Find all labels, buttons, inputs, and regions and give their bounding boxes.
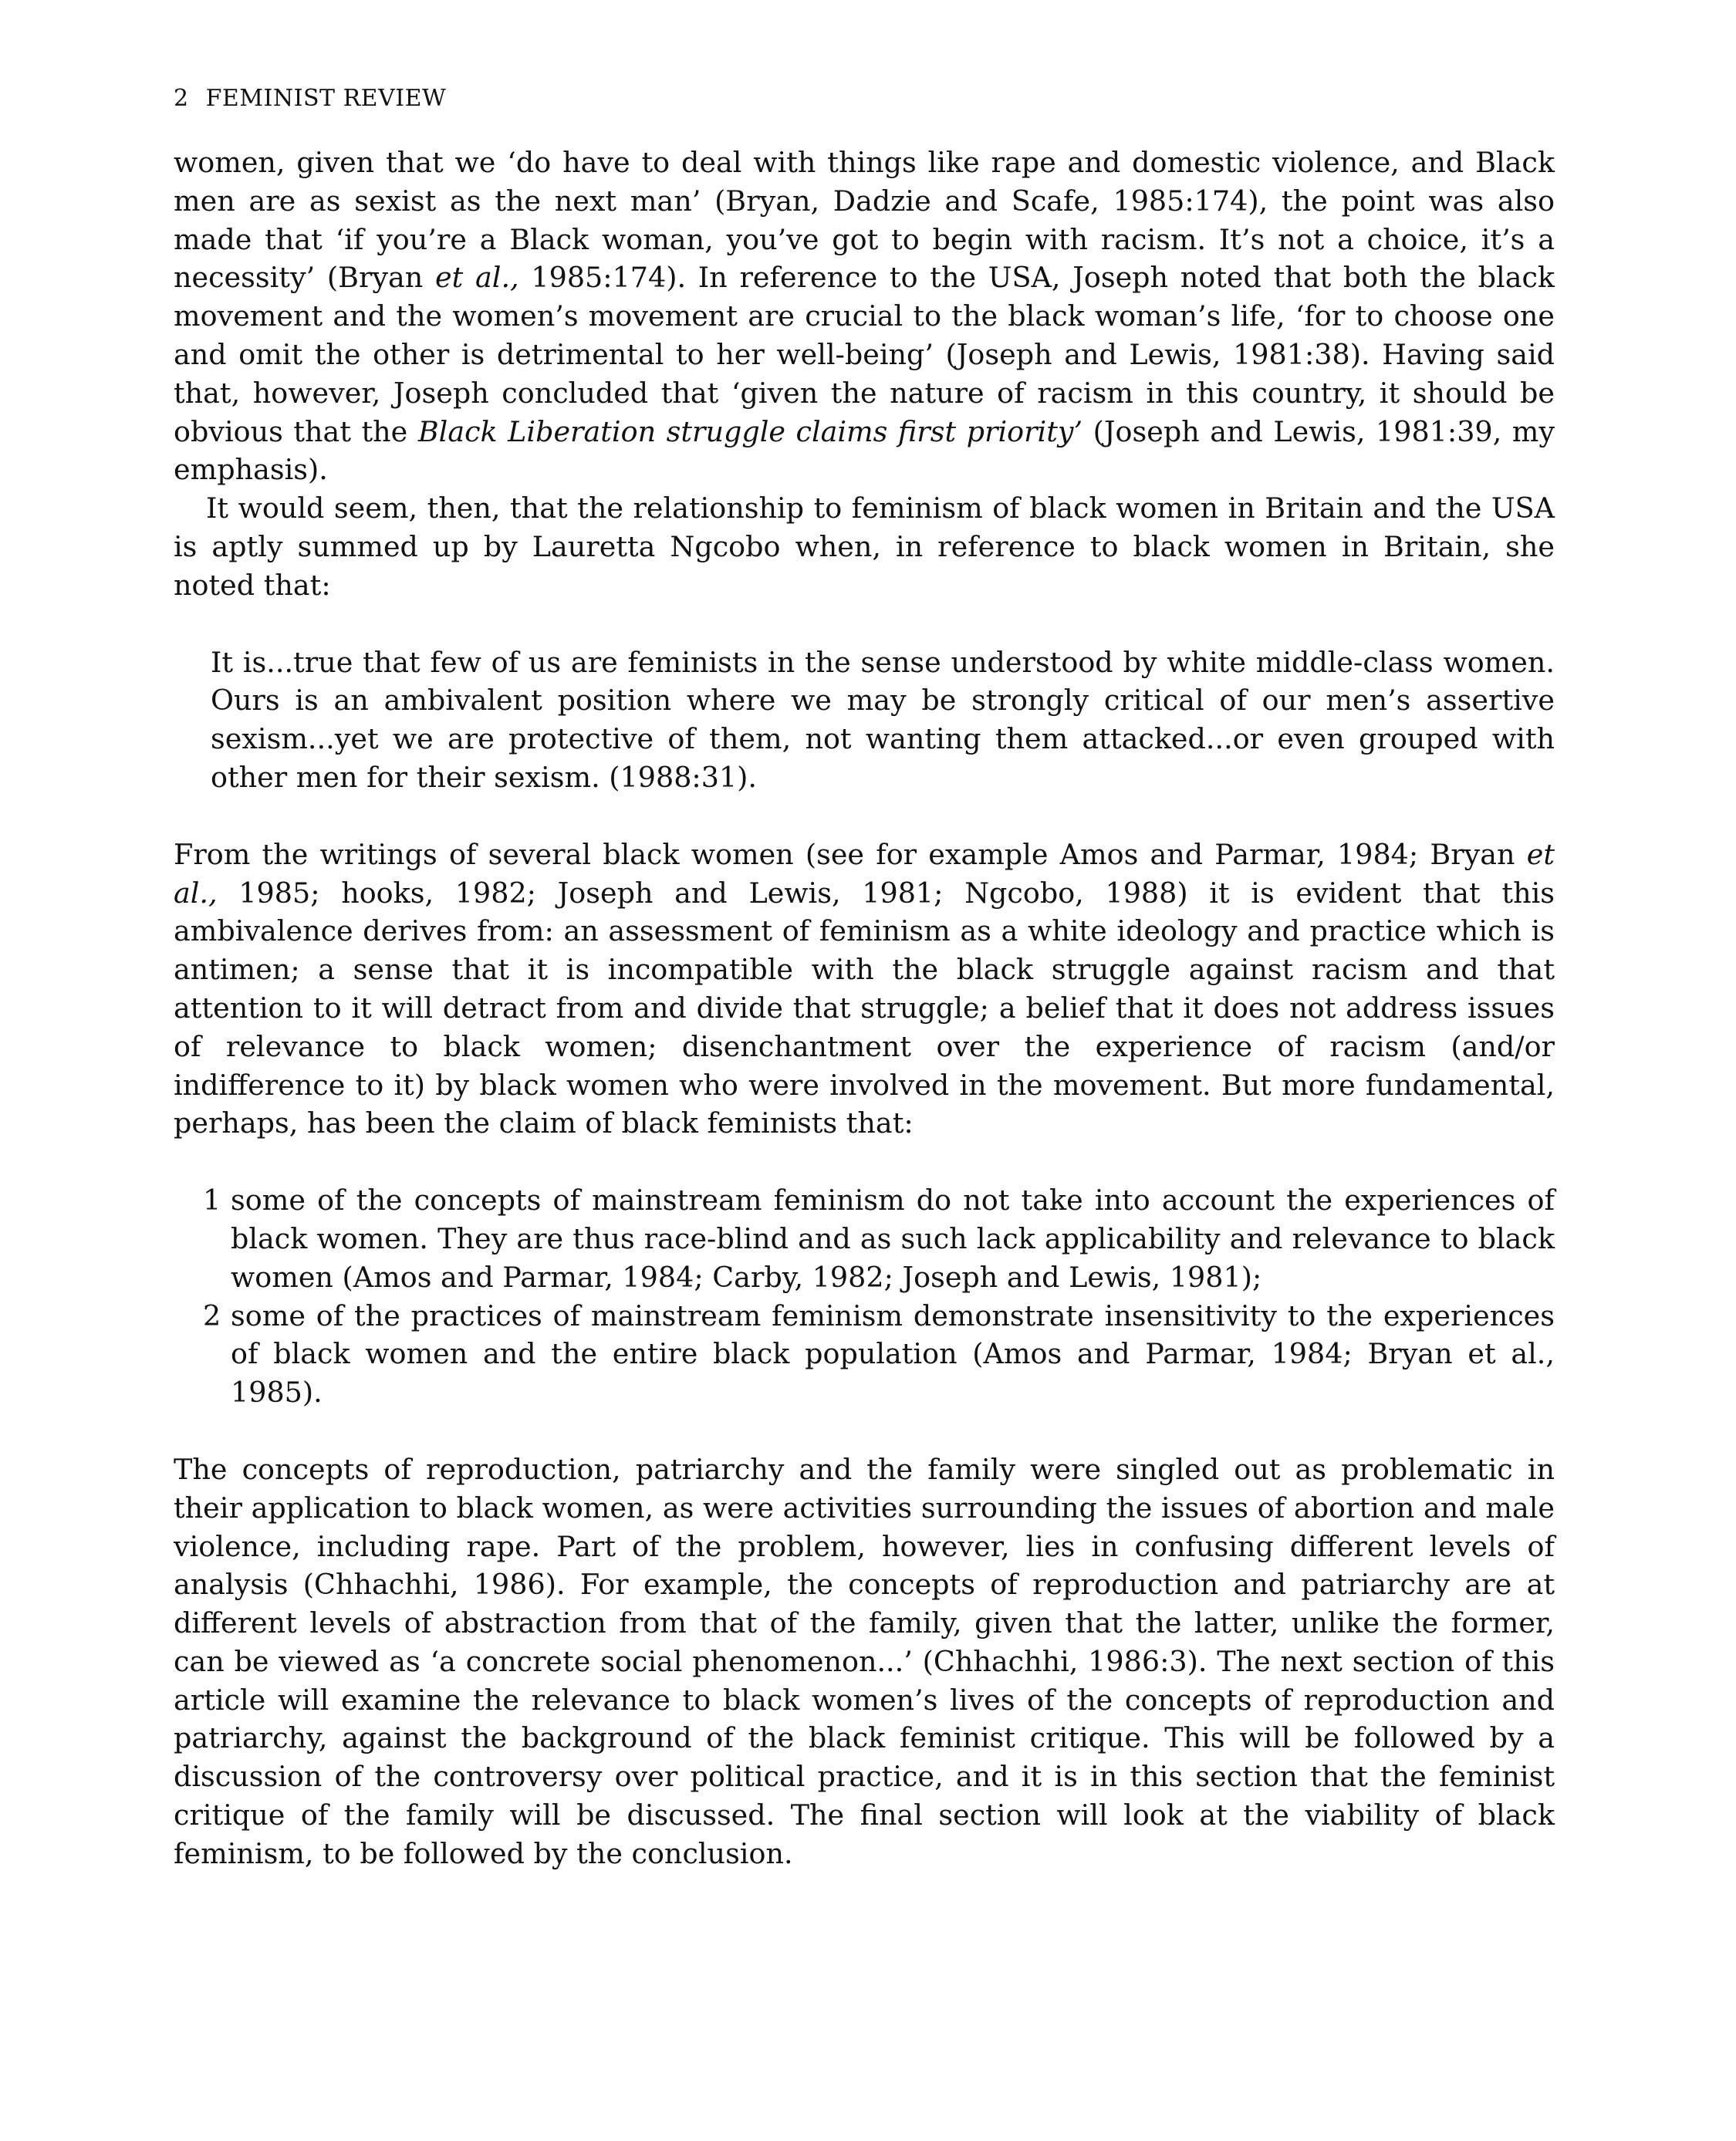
list-item-text: some of the practices of mainstream feminism demonstrate insensitivity to the experiences of black women and the entire black population (Amos and Parmar, 1984; Bryan et al., 1985). bbox=[231, 1298, 1555, 1410]
numbered-list bbox=[203, 1181, 1555, 1412]
italic-emphasis: Black Liberation struggle claims first priority’ bbox=[417, 414, 1083, 448]
paragraph-text: 1985; hooks, 1982; Joseph and Lewis, 1981; Ngcobo, 1988) it is evident that this ambivalence derives from: an assessment of feminism as a white ideology and practice which is antimen; a sense that it is incompatible with the black struggle against racism and that attention to it will detract from and divide that struggle; a belief that it does not address issues of relevance to black women; disenchantment over the experience of racism (and/or indifference to it) by black women who were involved in the movement. But more fundamental, perhaps, has been the claim of black feminists that: bbox=[174, 876, 1555, 1140]
list-item-text: some of the concepts of mainstream feminism do not take into account the experiences of black women. They are thus race-blind and as such lack applicability and relevance to black women (Amos and Parmar, 1984; Carby, 1982; Joseph and Lewis, 1981); bbox=[231, 1184, 1555, 1294]
list-item bbox=[203, 1297, 1555, 1412]
paragraph-text: 1985:174). In reference to the USA, Joseph noted that both the black movement and the women’s movement are crucial to the black woman’s life, ‘for to choose one and omit the other is detrimental to her well-being’ (Joseph and Lewis, 1981:38). Having said that, however, Joseph concluded that ‘given the nature of racism in this country, it should be obvious that the bbox=[174, 261, 1555, 448]
paragraph bbox=[174, 836, 1555, 1143]
list-item bbox=[203, 1181, 1555, 1296]
page-number: 2 bbox=[174, 85, 189, 112]
running-head bbox=[174, 83, 1555, 114]
article-body bbox=[174, 144, 1555, 1873]
italic-text: et al., bbox=[174, 837, 1555, 910]
paragraph-text: (Joseph and Lewis, 1981:39, my emphasis). bbox=[174, 414, 1555, 487]
paragraph bbox=[174, 144, 1555, 489]
list-item-number: 2 bbox=[203, 1298, 221, 1332]
paragraph: The concepts of reproduction, patriarchy and the family were singled out as problematic in their application to black women, as were activities surrounding the issues of abortion and male violence, including rape. Part of the problem, however, lies in confusing different levels of analysis (Chhachhi, 1986). For example, the concepts of reproduction and patriarchy are at different levels of abstraction from that of the family, given that the latter, unlike the former, can be viewed as ‘a concrete social phenomenon...’ (Chhachhi, 1986:3). The next section of this article will examine the relevance to black women’s lives of the concepts of reproduction and patriarchy, against the background of the black feminist critique. This will be followed by a discussion of the controversy over political practice, and it is in this section that the feminist critique of the family will be discussed. The final section will look at the viability of black feminism, to be followed by the conclusion. bbox=[174, 1452, 1555, 1870]
paragraph-text: From the writings of several black women (see for example Amos and Parmar, 1984; Bryan bbox=[174, 837, 1527, 871]
paragraph: It would seem, then, that the relationship to feminism of black women in Britain and the USA is aptly summed up by Lauretta Ngcobo when, in reference to black women in Britain, she noted that: bbox=[174, 491, 1555, 602]
paragraph-text: women, given that we ‘do have to deal with things like rape and domestic violence, and Black men are as sexist as the next man’ (Bryan, Dadzie and Scafe, 1985:174), the point was also made that ‘if you’re a Black woman, you’ve got to begin with racism. It’s not a choice, it’s a necessity’ (Bryan bbox=[174, 146, 1555, 295]
list-item-number: 1 bbox=[203, 1184, 221, 1217]
page bbox=[174, 83, 1555, 1873]
journal-title: FEMINIST REVIEW bbox=[205, 85, 447, 112]
italic-text: et al., bbox=[435, 261, 519, 295]
block-quote: It is...true that few of us are feminists in the sense understood by white middle-class women. Ours is an ambivalent position where we may be strongly critical of our men’s assertive sexism...yet we are protective of them, not wanting them attacked...or even grouped with other men for their sexism. (1988:31). bbox=[211, 645, 1555, 794]
